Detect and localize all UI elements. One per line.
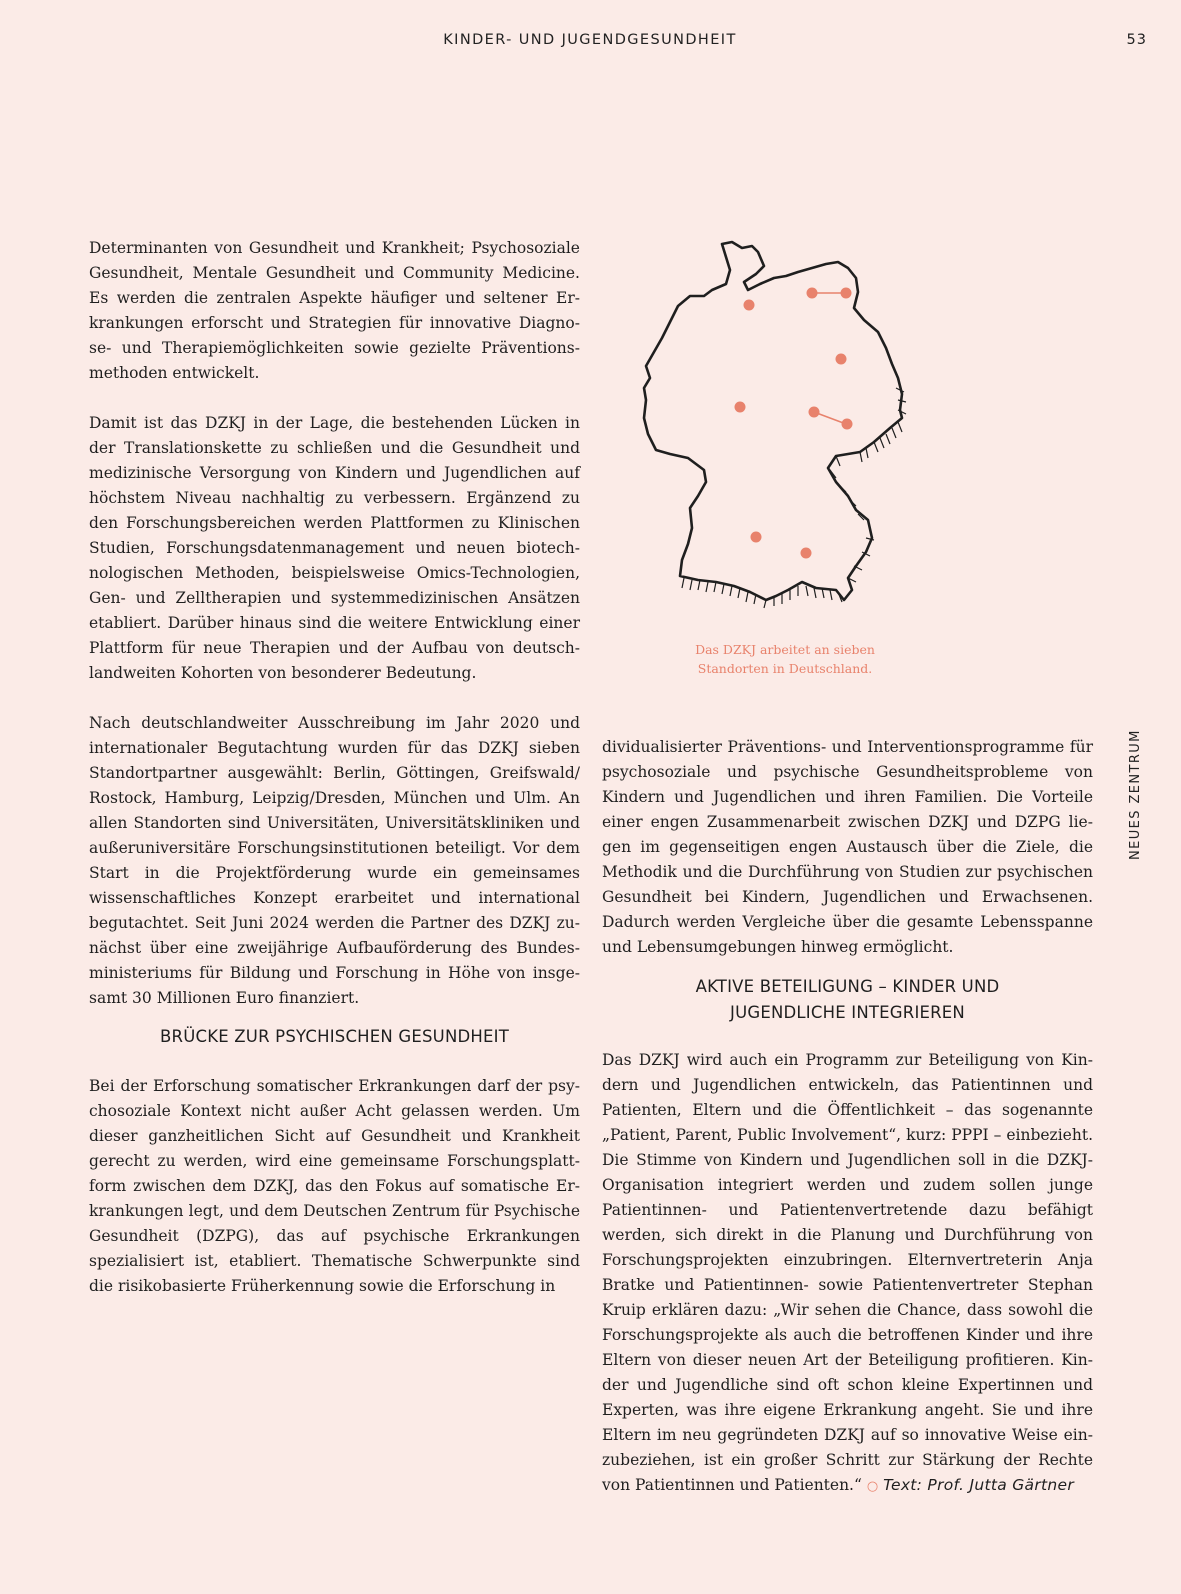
heading-line: AKTIVE BETEILIGUNG – KINDER UND <box>695 977 1000 996</box>
caption-line: Das DZKJ arbeitet an sieben <box>695 642 875 657</box>
germany-map-figure <box>640 238 930 618</box>
paragraph: Nach deutschlandweiter Ausschreibung im Jahr 2020 und internationaler Begutachtung wurden für das DZKJ sieben Standortpartner ausgewählt: Berlin, Göttingen, Greifswald/ Rostock, Hamburg, Leipzig/Dresden, München und Ulm. An allen Standorten sind Universitäten, Universitätskliniken und außeruniversitäre Forschungsinstitutionen beteiligt. Vor dem Start in die Projektförderung wurde ein gemeinsames wissenschaftliches Konzept erarbeitet und international begutachtet. Seit Juni 2024 werden die Partner des DZKJ zunächst über eine zweijährige Aufbauförderung des Bundesministeriums für Bildung und Forschung in Höhe von insgesamt 30 Millionen Euro finanziert. <box>89 714 580 1007</box>
location-dot-ulm <box>751 532 762 543</box>
outline-hatching <box>682 388 906 608</box>
paragraph-text: Das DZKJ wird auch ein Programm zur Beteiligung von Kindern und Jugendlichen entwickeln, das Patientinnen und Patienten, Eltern und die Öffentlichkeit – das sogenannte „Patient, Parent, Public Involvement“, kurz: PPPI – einbezieht. Die Stimme von Kindern und Jugendlichen soll in die DZKJ-Organisation integriert werden und zudem sollen junge Patientinnen- und Patientenvertretende dazu befähigt werden, sich direkt in die Planung und Durchführung von Forschungsprojekten einzubringen. Elternvertreterin Anja Bratke und Patientinnen- sowie Patientenvertreter Stephan Kruip erklären dazu: „Wir sehen die Chance, dass sowohl die Forschungsprojekte als auch die betroffenen Kinder und ihre Eltern von dieser neuen Art der Beteiligung profitieren. Kinder und Jugendliche sind oft schon kleine Expertinnen und Experten, was ihre eigene Erkrankung angeht. Sie und ihre Eltern im neu gegründeten DZKJ auf so innovative Weise einzubeziehen, ist ein großer Schritt zur Stärkung der Rechte von Patientinnen und Patienten.“ <box>602 1051 1093 1494</box>
section-heading: BRÜCKE ZUR PSYCHISCHEN GESUNDHEIT <box>160 1027 509 1046</box>
location-dot-greifswald <box>841 288 852 299</box>
germany-map <box>640 238 930 618</box>
paragraph <box>602 1048 1093 1499</box>
location-dot-rostock <box>807 288 818 299</box>
location-dot-goettingen <box>735 402 746 413</box>
section-side-label: NEUES ZENTRUM <box>1128 729 1143 860</box>
location-dot-muenchen <box>801 548 812 559</box>
circle-icon: ○ <box>866 1479 879 1494</box>
heading-line: JUGENDLICHE INTEGRIEREN <box>730 1003 965 1022</box>
paragraph: Damit ist das DZKJ in der Lage, die bestehenden Lücken in der Translationskette zu schließen und die Gesundheit und medizinische Versorgung von Kindern und Jugendlichen auf höchstem Niveau nachhaltig zu verbessern. Ergänzend zu den Forschungsbereichen werden Plattformen zu Klinischen Studien, Forschungsdatenmanagement und neuen biotechnologischen Methoden, beispielsweise Omics-Technologien, Gen- und Zelltherapien und systemmedizinischen Ansätzen etabliert. Darüber hinaus sind die weitere Entwicklung einer Plattform für neue Therapien und der Aufbau von deutschlandweiten Kohorten von besonderer Bedeutung. <box>89 414 580 682</box>
location-dot-hamburg <box>744 300 755 311</box>
germany-outline <box>644 242 902 600</box>
location-dot-berlin <box>836 354 847 365</box>
figure-caption <box>640 640 930 678</box>
author-credit: Text: Prof. Jutta Gärtner <box>883 1476 1075 1494</box>
right-column <box>602 735 1093 1499</box>
running-header: KINDER- UND JUGENDGESUNDHEIT <box>443 32 737 48</box>
location-dot-leipzig <box>809 407 820 418</box>
location-dot-dresden <box>842 419 853 430</box>
left-column <box>89 236 580 1299</box>
paragraph: Bei der Erforschung somatischer Erkrankungen darf der psychosoziale Kontext nicht außer Acht gelassen werden. Um dieser ganzheitlichen Sicht auf Gesundheit und Krankheit gerecht zu werden, wird eine gemeinsame Forschungsplattform zwischen dem DZKJ, das den Fokus auf somatische Erkrankungen legt, und dem Deutschen Zentrum für Psychische Gesundheit (DZPG), das auf psychische Erkrankungen spezialisiert ist, etabliert. Thematische Schwerpunkte sind die risikobasierte Früherkennung sowie die Erforschung in <box>89 1077 580 1295</box>
page-number: 53 <box>1126 32 1147 48</box>
paragraph: dividualisierter Präventions- und Interventionsprogramme für psychosoziale und psychische Gesundheitsprobleme von Kindern und Jugendlichen und ihren Familien. Die Vorteile einer engen Zusammenarbeit zwischen DZKJ und DZPG liegen im gegenseitigen engen Austausch über die Ziele, die Methodik und die Durchführung von Studien zur psychischen Gesundheit bei Kindern, Jugendlichen und Erwachsenen. Dadurch werden Vergleiche über die gesamte Lebensspanne und Lebensumgebungen hinweg ermöglicht. <box>602 738 1093 956</box>
section-heading <box>602 974 1093 1026</box>
caption-line: Standorten in Deutschland. <box>697 661 873 676</box>
paragraph: Determinanten von Gesundheit und Krankheit; Psychosoziale Gesundheit, Mentale Gesundheit und Community Medicine. Es werden die zentralen Aspekte häufiger und seltener Erkrankungen erforscht und Strategien für innovative Diagnose- und Therapiemöglichkeiten sowie gezielte Präventionsmethoden entwickelt. <box>89 239 580 382</box>
